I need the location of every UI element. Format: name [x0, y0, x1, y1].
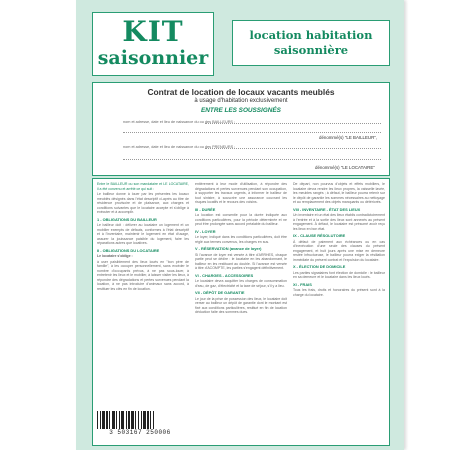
- section-3-text: La location est consentie pour la durée indiquée aux conditions particulières, pour la période déterminée et ne peut être prolongée sans accord préalable du bailleur.: [195, 213, 287, 226]
- contract-parties-box: [92, 82, 390, 176]
- barcode: [97, 405, 183, 429]
- terms-column-3: [293, 182, 385, 298]
- section-reservation: V - RÉSERVATION (avance de loyer): [195, 246, 262, 251]
- preneur-line-2: [123, 159, 381, 160]
- section-4-text: Le loyer, indiqué dans les conditions particulières, doit être réglé aux termes convenus, les charges en sus.: [195, 235, 287, 244]
- location-title-line1: location habitation: [249, 28, 373, 42]
- section-10-text: Les parties signataires font élection de domicile : le bailleur en sa demeure et le locataire dans les lieux loués.: [293, 270, 385, 279]
- section-8-text: Un inventaire et un état des lieux établis contradictoirement à l'entrée et à la sortie des lieux sont annexés au présent engagement. À défaut, le locataire est présumé avoir reçu les lieux en bon état.: [293, 213, 385, 231]
- column-3-text: De départ, non pourvus d'objets et effets mobiliers, le locataire devra rendre les lieux propres, la vaisselle lavée, les meubles rangés ; à défaut, le bailleur pourra retenir sur le dépôt de garantie les sommes nécessaires au nettoyage et au remplacement des objets manquants ou détériorés.: [293, 182, 385, 204]
- preneur-denomination: dénommé(s) "LE LOCATAIRE": [315, 165, 375, 170]
- kit-subtitle: saisonnier: [97, 47, 209, 69]
- kit-title: KIT: [122, 15, 184, 48]
- section-7-text: Le jour de la prise de possession des lieux, le locataire doit verser au bailleur un dépôt de garantie dont le montant est fixé aux conditions particulières, restitué en fin de location déduction faite des sommes dues.: [195, 296, 287, 314]
- contract-kit-cover: [76, 0, 404, 450]
- section-frais: XI - FRAIS: [293, 281, 312, 287]
- section-depot-garantie: VII - DÉPÔT DE GARANTIE: [195, 290, 245, 295]
- parties-heading: ENTRE LES SOUSSIGNÉS: [201, 107, 281, 114]
- terms-intro: Entre le BAILLEUR ou son mandataire et LE LOCATAIRE, il a été convenu et arrêté ce qui suit :: [97, 182, 189, 191]
- contract-subtitle: à usage d'habitation exclusivement: [194, 98, 288, 104]
- preneur-hint: nom et adresse, date et lieu de naissance du ou des PRENEURS :: [123, 145, 236, 149]
- section-duree: III - DURÉE: [195, 206, 216, 212]
- preneur-line-1: [205, 148, 381, 149]
- terms-column-2: [195, 182, 287, 316]
- section-obligations-bailleur: 1 - OBLIGATIONS DU BAILLEUR: [97, 216, 157, 222]
- kit-title-box: [92, 12, 214, 76]
- contract-title: Contrat de location de locaux vacants meublés: [147, 87, 335, 97]
- section-6-text: Le locataire devra acquitter les charges de consommation d'eau, de gaz, d'électricité et la taxe de séjour, s'il y a lieu.: [195, 279, 287, 288]
- section-5-text: Si l'avance de loyer est versée à titre d'ARRHES, chaque partie peut se dédire : le locataire en les abandonnant, le bailleur en les restituant au double. Si l'avance est versée à titre d'ACOMPTE, les parties s'engagent définitivement.: [195, 252, 287, 270]
- bailleur-line-2: [123, 132, 381, 133]
- terms-column-1: [97, 182, 189, 292]
- barcode-bar: [153, 411, 154, 429]
- section-obligations-locataire: II - OBLIGATIONS DU LOCATAIRE: [97, 247, 160, 253]
- section-election-domicile: X - ÉLECTION DE DOMICILE: [293, 264, 346, 269]
- section-1-text: Le bailleur doit : délivrer au locataire un logement et un mobilier exempts de défauts, conformes à l'état descriptif et à l'inventaire, maintenir le logement en état d'usage, assurer la jouissance paisible du logement, faire les réparations autres que locatives.: [97, 223, 189, 245]
- column-2-text: entièrement à leur mode d'utilisation, à répondre des dégradations et pertes survenues pendant son occupation, à supporter les travaux urgents, à informer le bailleur de tout sinistre, à souscrire une assurance couvrant les risques locatifs et le recours des voisins.: [195, 182, 287, 204]
- section-loyer: IV - LOYER: [195, 228, 216, 234]
- section-clause-resolutoire: IX - CLAUSE RÉSOLUTOIRE: [293, 233, 346, 238]
- section-charges: VI - CHARGES - ACCESSOIRES: [195, 272, 254, 278]
- location-title-box: [232, 20, 390, 66]
- section-inventaire: VIII - INVENTAIRE - ÉTAT DES LIEUX: [293, 206, 361, 212]
- bailleur-hint: nom et adresse, date et lieu de naissance du ou des BAILLEURS :: [123, 120, 236, 124]
- bailleur-denomination: dénommé(s) "LE BAILLEUR",: [319, 135, 378, 140]
- section-2-sub: Le locataire s'oblige :: [97, 254, 133, 258]
- location-title-line2: saisonnière: [273, 43, 349, 57]
- contract-terms-box: [92, 178, 390, 446]
- section-9-text: À défaut de paiement aux échéances ou en cas d'inexécution d'une seule des clauses du présent engagement, et huit jours après une mise en demeure restée infructueuse, le bailleur pourra exiger la résiliation immédiate du présent contrat et l'expulsion du locataire.: [293, 239, 385, 262]
- bailleur-line-1: [205, 123, 381, 124]
- section-11-text: Tous les frais, droits et honoraires du présent sont à la charge du locataire.: [293, 288, 385, 297]
- barcode-number: 3 503167 250006: [109, 429, 171, 436]
- section-2-text: à user paisiblement des lieux loués en "bon père de famille", à les occuper personnellement, sans excéder le nombre d'occupants prévus, à ne pas sous-louer, à entretenir les lieux et le mobilier, à laisser visiter les lieux, à répondre des dégradations et pertes survenues pendant la location, à ne pas introduire d'animaux sans accord, à restituer les clés en fin de location.: [97, 259, 189, 291]
- terms-paragraph-1: Le bailleur donne à louer par les présentes les locaux meublés désignés dans l'état descriptif ci-après au titre de résidence provisoire et de plaisance, aux charges et conditions suivantes que le locataire accepte et s'oblige à exécuter et à accomplir.: [97, 192, 189, 214]
